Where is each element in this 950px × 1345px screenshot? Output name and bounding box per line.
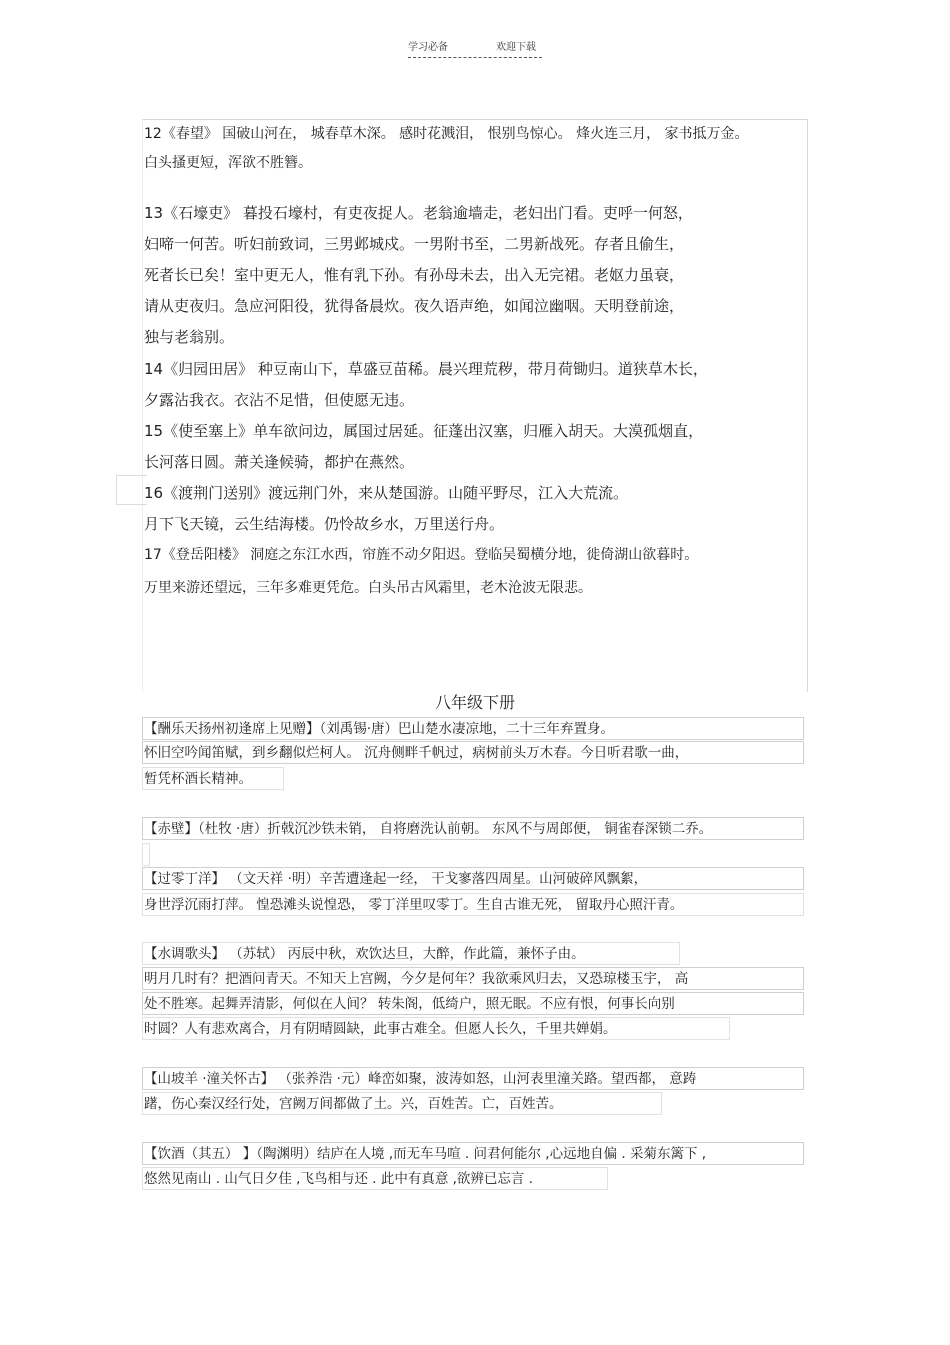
poem-text: 请从吏夜归。急应河阳役，犹得备晨炊。夜久语声绝，如闻泣幽咽。天明登前途， — [144, 297, 685, 315]
poem-text: 13《石壕吏》 暮投石壕村，有吏夜捉人。老翁逾墙走，老妇出门看。吏呼一何怒， — [144, 204, 693, 222]
poem-text: 【山坡羊 ·潼关怀古】 （张养浩 ·元）峰峦如聚，波涛如怒，山河表里潼关路。望西都， 意踌 — [144, 1071, 697, 1087]
poem-text: 【赤壁】（杜牧 ·唐）折戟沉沙铁未销， 自将磨洗认前朝。 东风不与周郎便， 铜雀春深锁二乔。 — [144, 821, 713, 837]
header-right: 欢迎下载 — [496, 42, 536, 53]
poem-text: 怀旧空吟闻笛赋，到乡翻似烂柯人。 沉舟侧畔千帆过，病树前头万木春。今日听君歌一曲， — [144, 745, 689, 761]
poem-line — [144, 545, 698, 565]
poem-text: 处不胜寒。起舞弄清影，何似在人间？ 转朱阁，低绮户，照无眠。不应有恨，何事长向别 — [144, 996, 675, 1012]
poem-line — [144, 819, 712, 839]
poem-line — [144, 359, 708, 379]
poem-line — [144, 514, 504, 534]
section-title: 八年级下册 — [434, 693, 515, 712]
poem-text: 死者长已矣！室中更无人，惟有乳下孙。有孙母未去，出入无完裙。老妪力虽衰， — [144, 266, 685, 284]
poem-line — [144, 124, 749, 144]
poem-text: 12《春望》 国破山河在， 城春草木深。 感时花溅泪， 恨别鸟惊心。 烽火连三月， 家书抵万金。 — [144, 126, 749, 142]
line-box — [142, 843, 150, 866]
header-left: 学习必备 — [408, 42, 448, 53]
poem-line — [144, 994, 675, 1014]
text-frame-marker — [116, 475, 147, 505]
poem-line — [144, 452, 414, 472]
poem-text: 17《登岳阳楼》 洞庭之东江水西，帘旌不动夕阳迟。登临吴蜀横分地，徙倚湖山欲暮时。 — [144, 547, 699, 563]
poem-line — [144, 265, 684, 285]
poem-line — [144, 1019, 617, 1039]
poem-text: 身世浮沉雨打萍。 惶恐滩头说惶恐， 零丁洋里叹零丁。生自古谁无死， 留取丹心照汗青。 — [144, 897, 684, 913]
poem-text: 【过零丁洋】 （文天祥 ·明）辛苦遭逢起一经， 干戈寥落四周星。山河破碎风飘絮， — [144, 871, 648, 887]
poem-line — [144, 969, 688, 989]
poem-line — [144, 1069, 696, 1089]
poem-text: 14《归园田居》 种豆南山下，草盛豆苗稀。晨兴理荒秽，带月荷锄归。道狭草木长， — [144, 360, 708, 378]
poem-line — [144, 869, 647, 889]
poem-line — [144, 895, 683, 915]
poem-text: 【水调歌头】 （苏轼） 丙辰中秋，欢饮达旦，大醉，作此篇，兼怀子由。 — [144, 946, 585, 962]
poem-text: 妇啼一何苦。听妇前致词，三男邺城戍。一男附书至，二男新战死。存者且偷生， — [144, 235, 685, 253]
poem-line — [144, 1169, 533, 1189]
poem-text: 长河落日圆。萧关逢候骑，都护在燕然。 — [144, 453, 415, 471]
poem-line — [144, 769, 252, 789]
poem-text: 夕露沾我衣。衣沾不足惜，但使愿无违。 — [144, 391, 415, 409]
poem-line — [144, 1144, 706, 1164]
poem-text: 万里来游还望远，三年多难更凭危。白头吊古风霜里，老木沧波无限悲。 — [144, 580, 592, 596]
poem-text: 【酬乐天扬州初逢席上见赠】（刘禹锡·唐）巴山楚水凄凉地，二十三年弃置身。 — [144, 721, 615, 737]
poem-text: 独与老翁别。 — [144, 328, 235, 346]
poem-line — [144, 327, 234, 347]
poem-text: 悠然见南山 . 山气日夕佳 ,飞鸟相与还 . 此中有真意 ,欲辨已忘言 . — [144, 1171, 533, 1187]
poem-line — [144, 578, 592, 598]
poem-line — [144, 234, 684, 254]
poem-line — [144, 743, 688, 763]
poem-line — [144, 203, 693, 223]
poem-line — [144, 944, 585, 964]
poem-text: 躇，伤心秦汉经行处，宫阙万间都做了土。兴，百姓苦。亡，百姓苦。 — [144, 1096, 563, 1112]
poem-text: 白头搔更短，浑欲不胜簪。 — [144, 155, 312, 171]
poem-line — [144, 1094, 563, 1114]
poem-line — [144, 296, 684, 316]
poem-text: 【饮酒（其五） 】（陶渊明）结庐在人境 ,而无车马喧 . 问君何能尔 ,心远地自偏 . 采菊东篱下 , — [144, 1146, 707, 1162]
poem-text: 明月几时有？把酒问青天。不知天上宫阙，今夕是何年？我欲乘风归去，又恐琼楼玉宇， 高 — [144, 971, 689, 987]
poem-line — [144, 483, 628, 503]
poem-text: 暂凭杯酒长精神。 — [144, 771, 252, 787]
poem-line — [144, 390, 414, 410]
page-header — [408, 38, 542, 58]
poem-line — [144, 719, 614, 739]
poem-line — [144, 421, 703, 441]
poem-line — [144, 153, 312, 173]
poem-text: 16《渡荆门送别》渡远荆门外，来从楚国游。山随平野尽，江入大荒流。 — [144, 484, 629, 502]
poem-text: 时圆？人有悲欢离合，月有阴晴圆缺，此事古难全。但愿人长久，千里共婵娟。 — [144, 1021, 617, 1037]
poem-text: 15《使至塞上》单车欲问边，属国过居延。征蓬出汉塞，归雁入胡天。大漠孤烟直， — [144, 422, 704, 440]
poem-text: 月下飞天镜，云生结海楼。仍怜故乡水，万里送行舟。 — [144, 515, 505, 533]
